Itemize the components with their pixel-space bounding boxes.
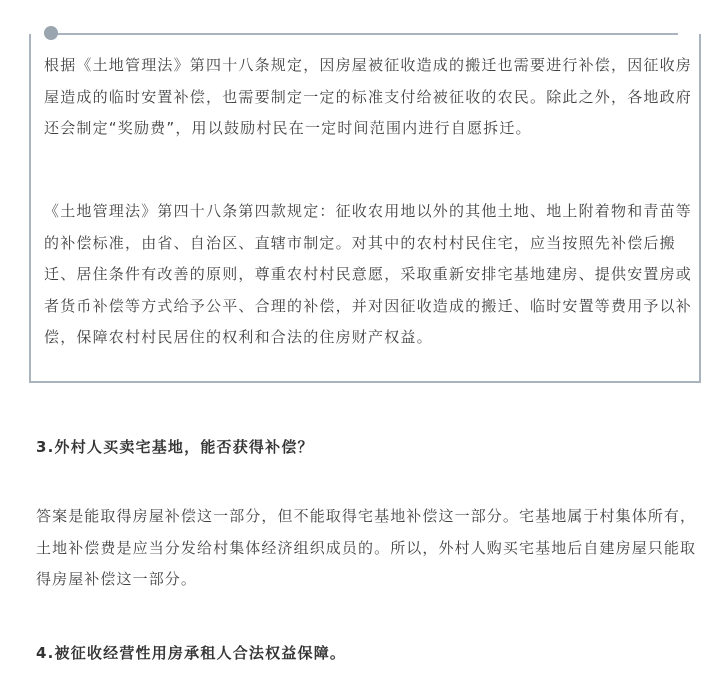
- section-4-heading: 4.被征收经营性用房承租人合法权益保障。: [36, 644, 347, 662]
- quote-top-rule: [52, 33, 678, 35]
- quote-paragraph-2: 《土地管理法》第四十八条第四款规定：征收农用地以外的其他土地、地上附着物和青苗等的补偿标准，由省、自治区、直辖市制定。对其中的农村村民住宅，应当按照先补偿后搬迁、居住条件有改善的原则，尊重农村村民意愿，采取重新安排宅基地建房、提供安置房或者货币补偿等方式给予公平、合理的补偿，并对因征收造成的搬迁、临时安置等费用予以补偿，保障农村村民居住的权利和合法的住房财产权益。: [44, 202, 693, 346]
- quote-dot-marker: [44, 26, 58, 40]
- section-3-body: 答案是能取得房屋补偿这一部分，但不能取得宅基地补偿这一部分。宅基地属于村集体所有，土地补偿费是应当分发给村集体经济组织成员的。所以，外村人购买宅基地后自建房屋只能取得房屋补偿这一部分。: [36, 507, 697, 588]
- section-3-heading: 3.外村人买卖宅基地，能否获得补偿？: [36, 438, 314, 456]
- quote-paragraph-1: 根据《土地管理法》第四十八条规定，因房屋被征收造成的搬迁也需要进行补偿，因征收房屋造成的临时安置补偿，也需要制定一定的标准支付给被征收的农民。除此之外，各地政府还会制定“奖励费”，用以鼓励村民在一定时间范围内进行自愿拆迁。: [44, 56, 693, 137]
